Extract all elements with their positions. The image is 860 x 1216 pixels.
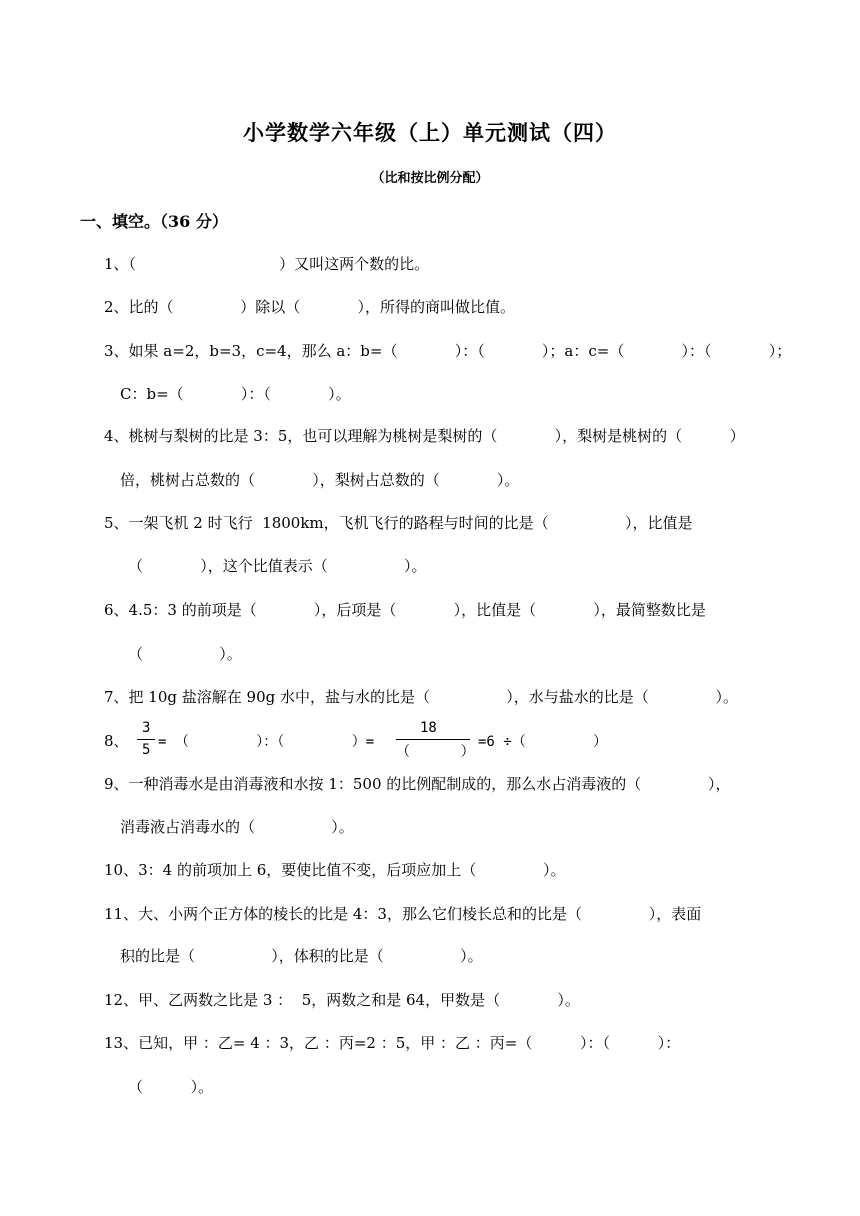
question-6-line-2: （ ）。 [128, 645, 242, 663]
question-8-ratio: = （ ）：（ ）= [158, 734, 375, 750]
question-5-line-1: 5、一架飞机 2 时飞行 1800km，飞机飞行的路程与时间的比是（ ），比值是 [104, 514, 693, 532]
question-4-line-1: 4、桃树与梨树的比是 3：5，也可以理解为桃树是梨树的（ ），梨树是桃树的（ ） [104, 427, 745, 445]
fraction-2-denominator: （ ） [396, 744, 475, 760]
question-12: 12、甲、乙两数之比是 3 ： 5，两数之和是 64，甲数是（ ）。 [104, 991, 580, 1009]
document-subtitle: （比和按比例分配） [371, 171, 489, 186]
question-11-line-2: 积的比是（ ），体积的比是（ ）。 [120, 947, 483, 965]
question-5-line-2: （ ），这个比值表示（ ）。 [128, 557, 427, 575]
question-8-number: 8、 [104, 732, 129, 750]
question-13-line-1: 13、已知，甲 ：乙= 4 ：3，乙 ：丙=2 ：5，甲 ：乙 ：丙=（ ）：（ ）： [104, 1034, 681, 1052]
question-8-division: =6 ÷（ ） [478, 734, 608, 750]
question-4-line-2: 倍，桃树占总数的（ ），梨树占总数的（ ）。 [120, 471, 520, 489]
fraction-2-numerator: 18 [420, 720, 437, 736]
section-heading: 一、填空。（36 分） [80, 212, 228, 231]
question-9-line-2: 消毒液占消毒水的（ ）。 [120, 818, 354, 836]
question-3-line-1: 3、如果 a=2，b=3，c=4，那么 a：b=（ ）：（ ）；a：c=（ ）：（ ）； [104, 342, 792, 360]
question-7: 7、把 10g 盐溶解在 90g 水中，盐与水的比是（ ），水与盐水的比是（ ）。 [104, 688, 739, 706]
question-9-line-1: 9、一种消毒水是由消毒液和水按 1：500 的比例配制成的，那么水占消毒液的（ ）， [104, 775, 731, 793]
question-13-line-2: （ ）。 [128, 1078, 214, 1096]
fraction-1-denominator: 5 [142, 742, 151, 758]
fraction-1-numerator: 3 [142, 720, 151, 736]
question-11-line-1: 11、大、小两个正方体的棱长的比是 4：3，那么它们棱长总和的比是（ ），表面 [104, 905, 702, 923]
fraction-2-bar [396, 739, 470, 740]
fraction-1-bar [137, 739, 155, 740]
question-1: 1、（ ）又叫这两个数的比。 [104, 255, 430, 273]
question-3-line-2: C：b=（ ）：（ ）。 [120, 385, 351, 403]
question-6-line-1: 6、4.5：3 的前项是（ ），后项是（ ），比值是（ ），最简整数比是 [104, 601, 706, 619]
question-2: 2、比的（ ）除以（ ），所得的商叫做比值。 [104, 298, 516, 316]
document-title: 小学数学六年级（上）单元测试（四） [243, 120, 617, 145]
question-8 [104, 720, 624, 760]
question-10: 10、3：4 的前项加上 6，要使比值不变，后项应加上（ ）。 [104, 861, 566, 879]
